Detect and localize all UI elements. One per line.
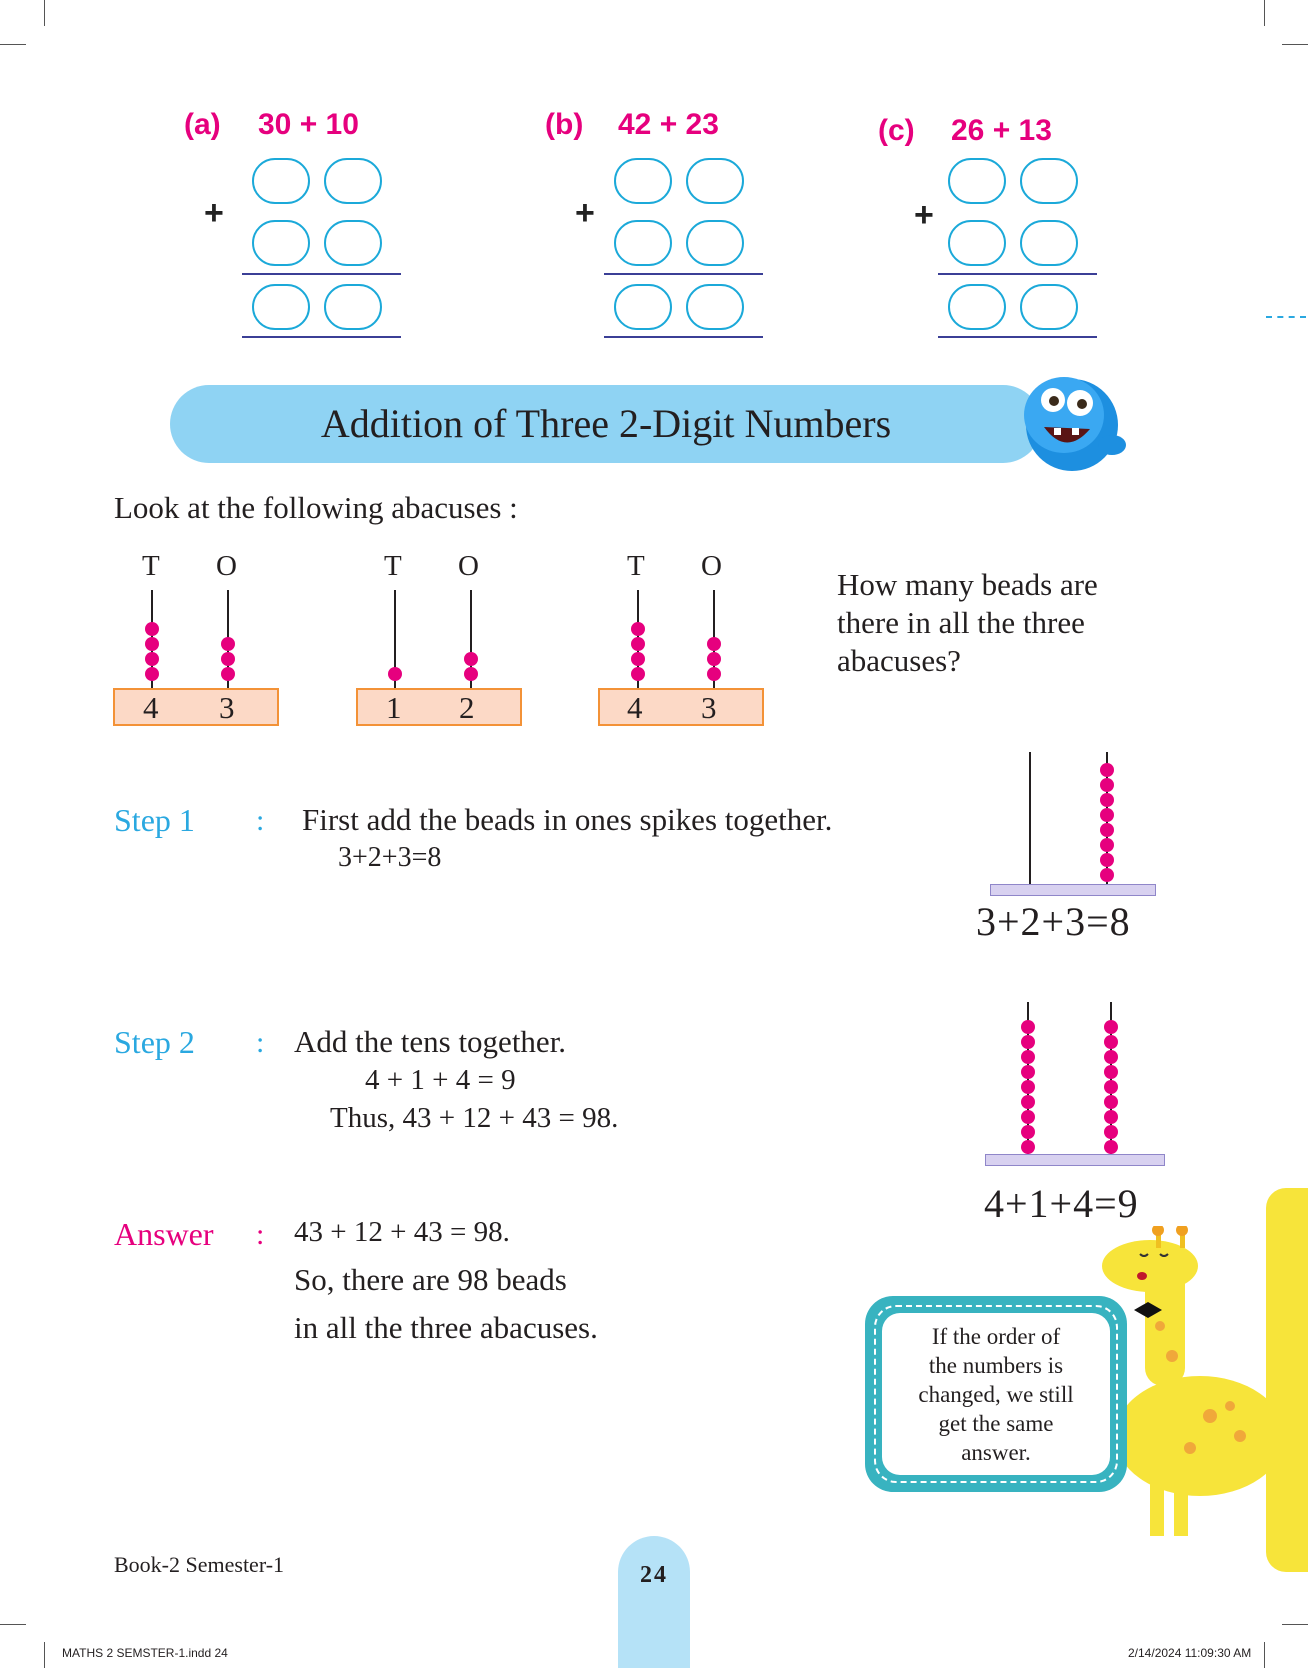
sum-line — [242, 336, 401, 338]
side-tab — [1266, 1188, 1308, 1572]
page-number-tab — [618, 1536, 690, 1668]
bead — [1104, 1110, 1118, 1124]
bead — [1104, 1140, 1118, 1154]
bead — [1104, 1095, 1118, 1109]
answer-box[interactable] — [686, 158, 744, 204]
answer-line-1: 43 + 12 + 43 = 98. — [294, 1216, 510, 1248]
abacus-base — [990, 884, 1156, 896]
bead — [1100, 763, 1114, 777]
abacus-tens-digit: 4 — [627, 690, 643, 725]
slug-right: 2/14/2024 11:09:30 AM — [1128, 1646, 1252, 1660]
answer-box[interactable] — [948, 220, 1006, 266]
bead — [1021, 1125, 1035, 1139]
bead — [388, 667, 402, 681]
bead — [145, 652, 159, 666]
colon: : — [256, 1026, 265, 1059]
bead — [1100, 778, 1114, 792]
bead — [1104, 1035, 1118, 1049]
step-1-equation: 3+2+3=8 — [976, 899, 1131, 944]
abacus-ones-label: O — [701, 550, 722, 582]
crop-mark — [44, 1642, 45, 1668]
crop-mark — [1264, 0, 1265, 26]
crop-mark — [0, 44, 26, 45]
bead — [1104, 1080, 1118, 1094]
problem-a-expression: 30 + 10 — [258, 108, 359, 141]
abacus-rod — [1029, 752, 1031, 884]
sum-line — [938, 336, 1097, 338]
answer-box[interactable] — [1020, 284, 1078, 330]
plus-sign: + — [914, 196, 934, 234]
slug-left: MATHS 2 SEMSTER-1.indd 24 — [62, 1646, 228, 1660]
problem-b-label: (b) — [545, 108, 584, 141]
question-text — [837, 566, 1098, 680]
blue-monster-icon — [1016, 365, 1128, 477]
book-label: Book-2 Semester-1 — [114, 1552, 285, 1577]
sum-line — [938, 273, 1097, 275]
bead — [464, 667, 478, 681]
abacus-base — [356, 688, 522, 726]
crop-mark — [1264, 1642, 1265, 1668]
step-1-calc: 3+2+3=8 — [338, 842, 442, 873]
problem-b-expression: 42 + 23 — [618, 108, 719, 141]
bead — [1021, 1095, 1035, 1109]
answer-box[interactable] — [948, 284, 1006, 330]
step-2-calc: 4 + 1 + 4 = 9 — [365, 1064, 516, 1096]
abacus-tens-digit: 4 — [143, 690, 159, 725]
bead — [1100, 853, 1114, 867]
bead — [1100, 793, 1114, 807]
bead — [464, 652, 478, 666]
note-line: the numbers is — [928, 1353, 1064, 1378]
question-line: abacuses? — [837, 643, 961, 678]
step-2-equation: 4+1+4=9 — [984, 1181, 1139, 1226]
crop-mark — [1282, 1624, 1308, 1625]
bead — [1100, 868, 1114, 882]
abacus-base — [985, 1154, 1165, 1166]
sum-line — [604, 273, 763, 275]
bead — [707, 667, 721, 681]
bead — [1021, 1110, 1035, 1124]
page-number: 24 — [640, 1562, 668, 1588]
abacus-base — [113, 688, 279, 726]
bead — [145, 667, 159, 681]
answer-box[interactable] — [324, 158, 382, 204]
bead — [1021, 1080, 1035, 1094]
step-2-label: Step 2 — [114, 1024, 195, 1060]
answer-label: Answer — [114, 1216, 214, 1252]
intro-text: Look at the following abacuses : — [114, 490, 518, 525]
abacus-tens-label: T — [384, 550, 402, 582]
bead — [1021, 1050, 1035, 1064]
colon: : — [256, 1218, 265, 1251]
abacus-ones-digit: 3 — [219, 690, 235, 725]
abacus-ones-label: O — [216, 550, 237, 582]
bead — [1021, 1140, 1035, 1154]
abacus-ones-digit: 3 — [701, 690, 717, 725]
answer-box[interactable] — [252, 158, 310, 204]
plus-sign: + — [575, 194, 595, 232]
answer-box[interactable] — [614, 158, 672, 204]
bead — [631, 637, 645, 651]
bead — [145, 637, 159, 651]
note-line: answer. — [961, 1440, 1031, 1465]
note-line: changed, we still — [918, 1382, 1074, 1407]
note-line: If the order of — [931, 1324, 1061, 1349]
answer-line-2: So, there are 98 beads — [294, 1262, 567, 1297]
fold-mark — [1266, 316, 1306, 318]
bead — [1021, 1020, 1035, 1034]
bead — [1021, 1065, 1035, 1079]
problem-c-label: (c) — [878, 114, 915, 147]
answer-box[interactable] — [324, 220, 382, 266]
bead — [707, 652, 721, 666]
abacus-tens-label: T — [627, 550, 645, 582]
problem-c-expression: 26 + 13 — [951, 114, 1052, 147]
crop-mark — [0, 1624, 26, 1625]
crop-mark — [1282, 44, 1308, 45]
abacus-ones-label: O — [458, 550, 479, 582]
step-2-text: Add the tens together. — [294, 1024, 567, 1059]
bead — [1104, 1050, 1118, 1064]
abacus-tens-label: T — [142, 550, 160, 582]
bead — [1104, 1125, 1118, 1139]
section-title: Addition of Three 2-Digit Numbers — [320, 401, 892, 446]
answer-box[interactable] — [1020, 220, 1078, 266]
answer-box[interactable] — [1020, 158, 1078, 204]
note-line: get the same — [938, 1411, 1054, 1436]
note-text — [882, 1322, 1110, 1467]
answer-box[interactable] — [686, 220, 744, 266]
bead — [145, 622, 159, 636]
bead — [631, 622, 645, 636]
answer-box[interactable] — [614, 220, 672, 266]
bead — [631, 667, 645, 681]
bead — [221, 652, 235, 666]
bead — [1100, 823, 1114, 837]
bead — [1100, 808, 1114, 822]
question-line: there in all the three — [837, 605, 1085, 640]
step-1-label: Step 1 — [114, 802, 195, 838]
colon: : — [256, 804, 265, 837]
answer-box[interactable] — [324, 284, 382, 330]
step-2-result: Thus, 43 + 12 + 43 = 98. — [330, 1102, 619, 1134]
bead — [631, 652, 645, 666]
bead — [1100, 838, 1114, 852]
abacus-base — [598, 688, 764, 726]
crop-mark — [44, 0, 45, 26]
abacus-tens-digit: 1 — [386, 690, 402, 725]
problem-a-label: (a) — [184, 108, 221, 141]
sum-line — [604, 336, 763, 338]
bead — [1104, 1065, 1118, 1079]
question-line: How many beads are — [837, 567, 1098, 602]
bead — [221, 667, 235, 681]
answer-line-3: in all the three abacuses. — [294, 1310, 598, 1345]
answer-box[interactable] — [614, 284, 672, 330]
step-1-text: First add the beads in ones spikes together. — [302, 802, 833, 837]
answer-box[interactable] — [252, 220, 310, 266]
bead — [1021, 1035, 1035, 1049]
answer-box[interactable] — [252, 284, 310, 330]
bead — [1104, 1020, 1118, 1034]
sum-line — [242, 273, 401, 275]
abacus-ones-digit: 2 — [459, 690, 475, 725]
bead — [707, 637, 721, 651]
bead — [221, 637, 235, 651]
answer-box[interactable] — [686, 284, 744, 330]
plus-sign: + — [204, 194, 224, 232]
answer-box[interactable] — [948, 158, 1006, 204]
